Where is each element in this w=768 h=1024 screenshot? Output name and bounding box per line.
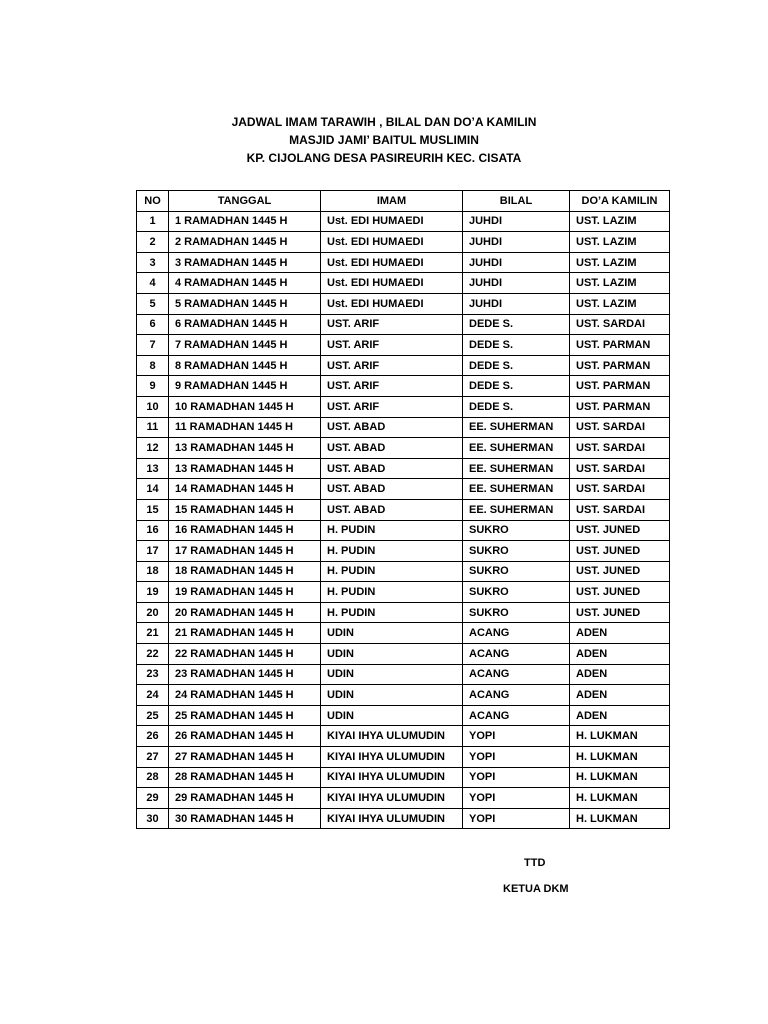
- cell-bilal: YOPI: [463, 726, 570, 747]
- cell-tanggal: 4 RAMADHAN 1445 H: [169, 273, 321, 294]
- cell-doa-kamilin: UST. JUNED: [570, 561, 670, 582]
- cell-doa-kamilin: ADEN: [570, 685, 670, 706]
- cell-doa-kamilin: UST. PARMAN: [570, 396, 670, 417]
- table-row: [137, 623, 670, 644]
- cell-bilal: ACANG: [463, 623, 570, 644]
- cell-doa-kamilin: ADEN: [570, 644, 670, 665]
- cell-no: 2: [137, 232, 169, 253]
- cell-no: 28: [137, 767, 169, 788]
- cell-tanggal: 23 RAMADHAN 1445 H: [169, 664, 321, 685]
- cell-doa-kamilin: UST. SARDAI: [570, 479, 670, 500]
- cell-bilal: EE. SUHERMAN: [463, 438, 570, 459]
- table-row: [137, 541, 670, 562]
- cell-imam: UST. ABAD: [321, 417, 463, 438]
- table-row: [137, 458, 670, 479]
- cell-doa-kamilin: UST. SARDAI: [570, 499, 670, 520]
- cell-doa-kamilin: H. LUKMAN: [570, 747, 670, 768]
- cell-bilal: EE. SUHERMAN: [463, 417, 570, 438]
- cell-doa-kamilin: UST. LAZIM: [570, 252, 670, 273]
- cell-tanggal: 7 RAMADHAN 1445 H: [169, 335, 321, 356]
- cell-tanggal: 10 RAMADHAN 1445 H: [169, 396, 321, 417]
- cell-bilal: DEDE S.: [463, 396, 570, 417]
- table-row: [137, 582, 670, 603]
- cell-tanggal: 14 RAMADHAN 1445 H: [169, 479, 321, 500]
- cell-bilal: JUHDI: [463, 273, 570, 294]
- cell-bilal: EE. SUHERMAN: [463, 479, 570, 500]
- cell-imam: Ust. EDI HUMAEDI: [321, 211, 463, 232]
- table-row: [137, 561, 670, 582]
- cell-bilal: DEDE S.: [463, 314, 570, 335]
- table-row: [137, 293, 670, 314]
- cell-imam: UST. ARIF: [321, 396, 463, 417]
- cell-bilal: EE. SUHERMAN: [463, 499, 570, 520]
- cell-no: 26: [137, 726, 169, 747]
- cell-imam: UST. ABAD: [321, 458, 463, 479]
- cell-imam: UDIN: [321, 664, 463, 685]
- cell-bilal: JUHDI: [463, 211, 570, 232]
- cell-no: 30: [137, 808, 169, 829]
- cell-imam: Ust. EDI HUMAEDI: [321, 252, 463, 273]
- table-row: [137, 808, 670, 829]
- cell-doa-kamilin: UST. JUNED: [570, 520, 670, 541]
- cell-tanggal: 21 RAMADHAN 1445 H: [169, 623, 321, 644]
- cell-imam: KIYAI IHYA ULUMUDIN: [321, 788, 463, 809]
- cell-tanggal: 3 RAMADHAN 1445 H: [169, 252, 321, 273]
- cell-no: 9: [137, 376, 169, 397]
- cell-imam: UST. ARIF: [321, 376, 463, 397]
- cell-tanggal: 8 RAMADHAN 1445 H: [169, 355, 321, 376]
- cell-imam: UST. ARIF: [321, 314, 463, 335]
- table-row: [137, 355, 670, 376]
- cell-tanggal: 20 RAMADHAN 1445 H: [169, 602, 321, 623]
- cell-tanggal: 16 RAMADHAN 1445 H: [169, 520, 321, 541]
- cell-doa-kamilin: UST. LAZIM: [570, 232, 670, 253]
- cell-bilal: DEDE S.: [463, 376, 570, 397]
- cell-doa-kamilin: UST. SARDAI: [570, 438, 670, 459]
- cell-tanggal: 30 RAMADHAN 1445 H: [169, 808, 321, 829]
- cell-bilal: ACANG: [463, 685, 570, 706]
- cell-tanggal: 25 RAMADHAN 1445 H: [169, 705, 321, 726]
- table-row: [137, 252, 670, 273]
- cell-no: 22: [137, 644, 169, 665]
- table-row: [137, 726, 670, 747]
- cell-tanggal: 29 RAMADHAN 1445 H: [169, 788, 321, 809]
- column-header-imam: IMAM: [321, 191, 463, 212]
- cell-doa-kamilin: H. LUKMAN: [570, 788, 670, 809]
- cell-imam: UST. ARIF: [321, 335, 463, 356]
- table-row: [137, 396, 670, 417]
- cell-no: 12: [137, 438, 169, 459]
- cell-no: 27: [137, 747, 169, 768]
- cell-tanggal: 11 RAMADHAN 1445 H: [169, 417, 321, 438]
- cell-doa-kamilin: H. LUKMAN: [570, 726, 670, 747]
- table-row: [137, 520, 670, 541]
- cell-tanggal: 2 RAMADHAN 1445 H: [169, 232, 321, 253]
- table-row: [137, 747, 670, 768]
- table-row: [137, 438, 670, 459]
- cell-tanggal: 1 RAMADHAN 1445 H: [169, 211, 321, 232]
- cell-no: 4: [137, 273, 169, 294]
- signature-position: KETUA DKM: [503, 883, 569, 895]
- cell-imam: UDIN: [321, 705, 463, 726]
- column-header-bilal: BILAL: [463, 191, 570, 212]
- cell-bilal: ACANG: [463, 644, 570, 665]
- mosque-address: KP. CIJOLANG DESA PASIREURIH KEC. CISATA: [246, 151, 522, 165]
- table-row: [137, 479, 670, 500]
- cell-imam: H. PUDIN: [321, 561, 463, 582]
- document-title: JADWAL IMAM TARAWIH , BILAL DAN DO’A KAMILIN: [231, 115, 537, 129]
- cell-no: 25: [137, 705, 169, 726]
- schedule-table: [136, 190, 670, 829]
- cell-doa-kamilin: ADEN: [570, 705, 670, 726]
- cell-tanggal: 5 RAMADHAN 1445 H: [169, 293, 321, 314]
- cell-bilal: YOPI: [463, 747, 570, 768]
- table-row: [137, 232, 670, 253]
- table-row: [137, 788, 670, 809]
- cell-imam: UST. ABAD: [321, 499, 463, 520]
- cell-bilal: DEDE S.: [463, 335, 570, 356]
- cell-tanggal: 15 RAMADHAN 1445 H: [169, 499, 321, 520]
- cell-tanggal: 27 RAMADHAN 1445 H: [169, 747, 321, 768]
- cell-imam: Ust. EDI HUMAEDI: [321, 293, 463, 314]
- cell-imam: Ust. EDI HUMAEDI: [321, 232, 463, 253]
- cell-imam: KIYAI IHYA ULUMUDIN: [321, 747, 463, 768]
- cell-imam: H. PUDIN: [321, 602, 463, 623]
- cell-doa-kamilin: UST. SARDAI: [570, 314, 670, 335]
- cell-bilal: ACANG: [463, 664, 570, 685]
- cell-doa-kamilin: UST. SARDAI: [570, 458, 670, 479]
- cell-doa-kamilin: ADEN: [570, 623, 670, 644]
- cell-doa-kamilin: UST. PARMAN: [570, 376, 670, 397]
- cell-no: 21: [137, 623, 169, 644]
- table-row: [137, 602, 670, 623]
- cell-imam: UDIN: [321, 623, 463, 644]
- cell-no: 29: [137, 788, 169, 809]
- cell-no: 16: [137, 520, 169, 541]
- cell-doa-kamilin: UST. PARMAN: [570, 335, 670, 356]
- cell-imam: Ust. EDI HUMAEDI: [321, 273, 463, 294]
- cell-tanggal: 22 RAMADHAN 1445 H: [169, 644, 321, 665]
- cell-bilal: YOPI: [463, 767, 570, 788]
- table-row: [137, 273, 670, 294]
- cell-imam: H. PUDIN: [321, 541, 463, 562]
- column-header-tanggal: TANGGAL: [169, 191, 321, 212]
- cell-tanggal: 17 RAMADHAN 1445 H: [169, 541, 321, 562]
- cell-bilal: JUHDI: [463, 232, 570, 253]
- table-row: [137, 685, 670, 706]
- cell-no: 7: [137, 335, 169, 356]
- table-row: [137, 705, 670, 726]
- cell-tanggal: 6 RAMADHAN 1445 H: [169, 314, 321, 335]
- cell-doa-kamilin: UST. JUNED: [570, 602, 670, 623]
- cell-no: 24: [137, 685, 169, 706]
- cell-no: 23: [137, 664, 169, 685]
- cell-no: 19: [137, 582, 169, 603]
- column-header-no: NO: [137, 191, 169, 212]
- table-row: [137, 499, 670, 520]
- cell-imam: KIYAI IHYA ULUMUDIN: [321, 808, 463, 829]
- cell-bilal: SUKRO: [463, 602, 570, 623]
- cell-bilal: ACANG: [463, 705, 570, 726]
- cell-tanggal: 19 RAMADHAN 1445 H: [169, 582, 321, 603]
- cell-imam: H. PUDIN: [321, 520, 463, 541]
- cell-no: 20: [137, 602, 169, 623]
- cell-bilal: SUKRO: [463, 561, 570, 582]
- table-row: [137, 314, 670, 335]
- cell-bilal: SUKRO: [463, 582, 570, 603]
- cell-no: 8: [137, 355, 169, 376]
- cell-imam: UST. ARIF: [321, 355, 463, 376]
- cell-bilal: DEDE S.: [463, 355, 570, 376]
- cell-imam: UDIN: [321, 644, 463, 665]
- cell-imam: KIYAI IHYA ULUMUDIN: [321, 726, 463, 747]
- cell-tanggal: 24 RAMADHAN 1445 H: [169, 685, 321, 706]
- cell-doa-kamilin: UST. LAZIM: [570, 211, 670, 232]
- table-row: [137, 335, 670, 356]
- cell-bilal: EE. SUHERMAN: [463, 458, 570, 479]
- cell-no: 14: [137, 479, 169, 500]
- cell-tanggal: 13 RAMADHAN 1445 H: [169, 458, 321, 479]
- table-row: [137, 417, 670, 438]
- cell-tanggal: 26 RAMADHAN 1445 H: [169, 726, 321, 747]
- cell-bilal: JUHDI: [463, 252, 570, 273]
- table-header-row: [137, 191, 670, 212]
- cell-doa-kamilin: UST. LAZIM: [570, 293, 670, 314]
- cell-no: 1: [137, 211, 169, 232]
- cell-no: 17: [137, 541, 169, 562]
- cell-bilal: SUKRO: [463, 520, 570, 541]
- cell-no: 11: [137, 417, 169, 438]
- cell-doa-kamilin: UST. PARMAN: [570, 355, 670, 376]
- cell-imam: UST. ABAD: [321, 479, 463, 500]
- cell-tanggal: 28 RAMADHAN 1445 H: [169, 767, 321, 788]
- mosque-name: MASJID JAMI’ BAITUL MUSLIMIN: [289, 133, 479, 147]
- table-body: [137, 211, 670, 829]
- cell-no: 13: [137, 458, 169, 479]
- table-row: [137, 767, 670, 788]
- cell-no: 5: [137, 293, 169, 314]
- cell-doa-kamilin: UST. SARDAI: [570, 417, 670, 438]
- cell-doa-kamilin: UST. JUNED: [570, 582, 670, 603]
- table-row: [137, 644, 670, 665]
- cell-no: 15: [137, 499, 169, 520]
- cell-doa-kamilin: UST. JUNED: [570, 541, 670, 562]
- cell-doa-kamilin: H. LUKMAN: [570, 808, 670, 829]
- cell-doa-kamilin: UST. LAZIM: [570, 273, 670, 294]
- cell-imam: H. PUDIN: [321, 582, 463, 603]
- signature-ttd: TTD: [524, 857, 546, 869]
- cell-no: 10: [137, 396, 169, 417]
- cell-tanggal: 18 RAMADHAN 1445 H: [169, 561, 321, 582]
- cell-doa-kamilin: ADEN: [570, 664, 670, 685]
- table-row: [137, 664, 670, 685]
- cell-bilal: YOPI: [463, 808, 570, 829]
- cell-no: 6: [137, 314, 169, 335]
- table-row: [137, 376, 670, 397]
- cell-no: 3: [137, 252, 169, 273]
- cell-imam: UST. ABAD: [321, 438, 463, 459]
- cell-bilal: YOPI: [463, 788, 570, 809]
- table-row: [137, 211, 670, 232]
- cell-no: 18: [137, 561, 169, 582]
- cell-doa-kamilin: H. LUKMAN: [570, 767, 670, 788]
- cell-bilal: JUHDI: [463, 293, 570, 314]
- cell-tanggal: 13 RAMADHAN 1445 H: [169, 438, 321, 459]
- column-header-doa-kamilin: DO’A KAMILIN: [570, 191, 670, 212]
- cell-imam: KIYAI IHYA ULUMUDIN: [321, 767, 463, 788]
- cell-imam: UDIN: [321, 685, 463, 706]
- cell-bilal: SUKRO: [463, 541, 570, 562]
- cell-tanggal: 9 RAMADHAN 1445 H: [169, 376, 321, 397]
